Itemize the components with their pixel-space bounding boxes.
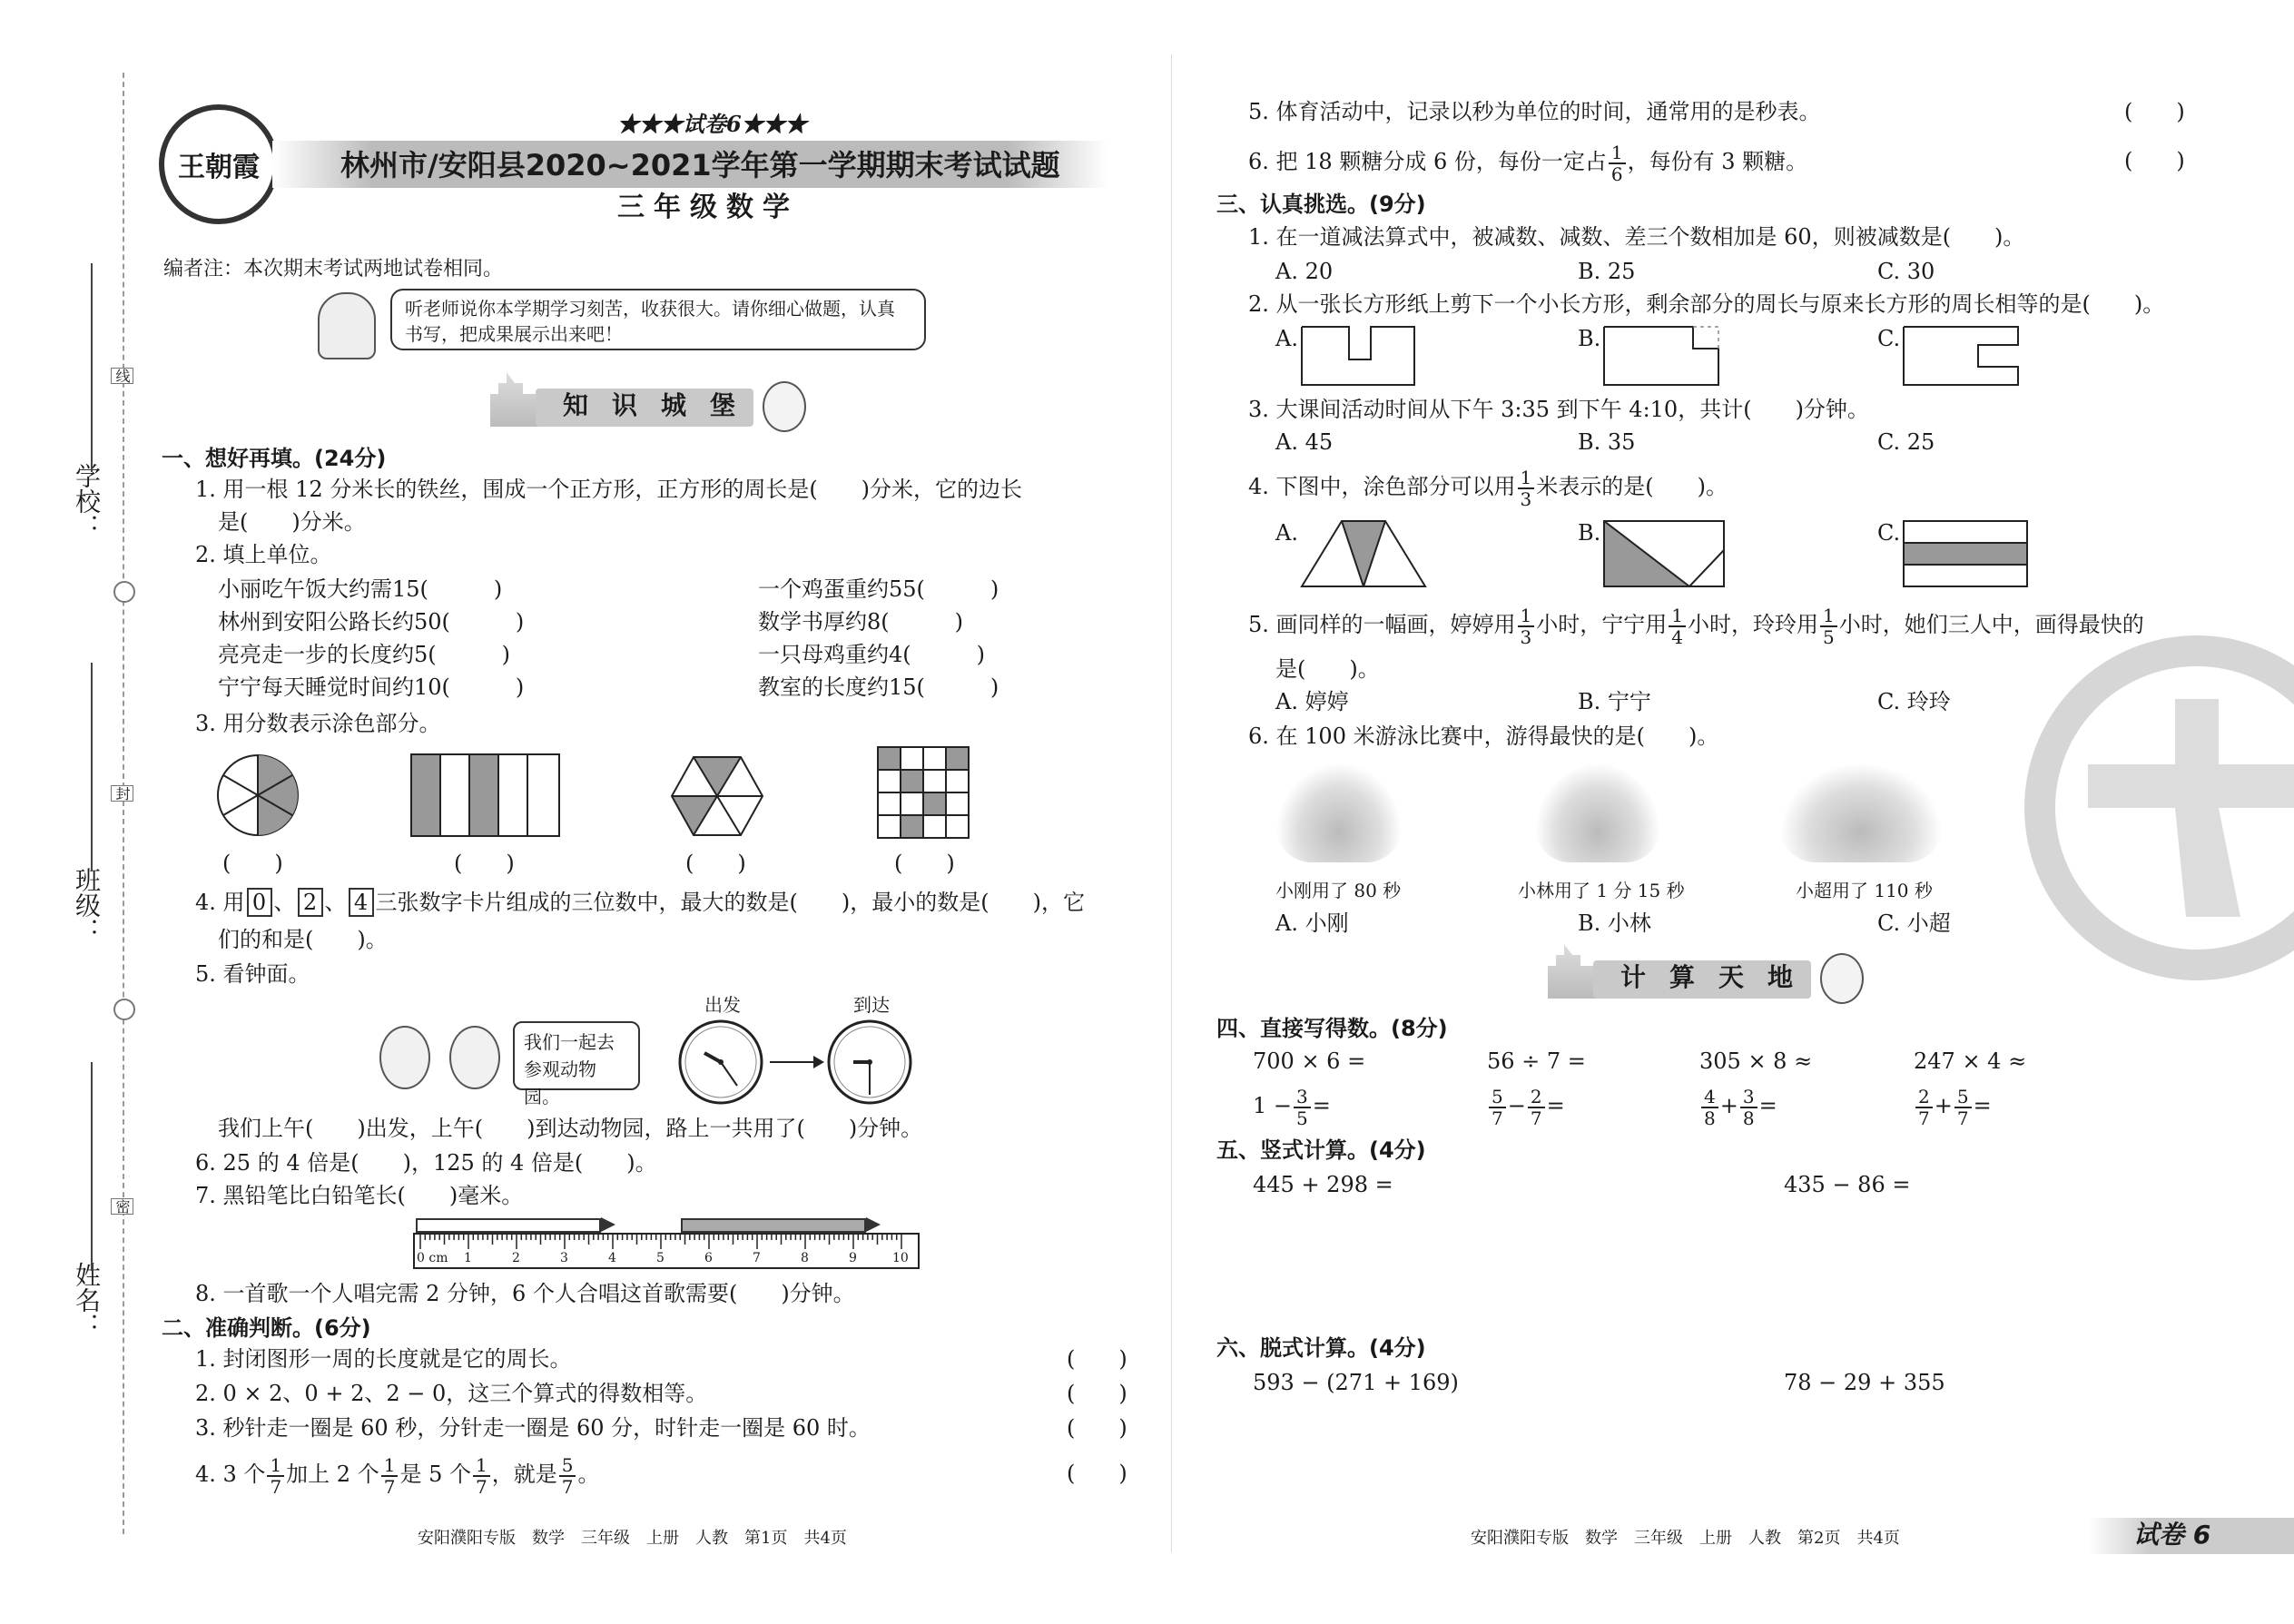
ruler-label: 3 — [560, 1251, 568, 1265]
s1-q4b: 们的和是( )。 — [218, 927, 388, 952]
s1-q6: 6. 25 的 4 倍是( )，125 的 4 倍是( )。 — [195, 1150, 657, 1176]
s4-title: 四、直接写得数。(8分) — [1216, 1016, 1448, 1041]
name-label: 姓名： — [72, 1262, 102, 1338]
s3q4-text: 米表示的是( )。 — [1536, 474, 1728, 499]
option: A. — [1275, 326, 1298, 351]
numerator: 4 — [1701, 1087, 1718, 1108]
arrow-head-icon — [813, 1056, 824, 1068]
judge-item-4: 4. 3 个 $\frac{1}{7}$ 加上 2 个 $\frac{1}{7}$ 是 5 个 $\frac{1}{7}$ ，就是 $\frac{5}{7}$ 。 — [195, 1453, 600, 1498]
fraction — [1820, 605, 1837, 647]
numerator: 1 — [1669, 605, 1686, 627]
s1-title: 一、想好再填。(24分) — [162, 446, 387, 471]
swim-caption: 小林用了 1 分 15 秒 — [1518, 880, 1685, 901]
numerator: 1 — [1518, 605, 1535, 627]
unit-item: 数学书厚约8( ) — [758, 609, 963, 635]
s1-q4: 4. 用 0 、 2 、 4 三张数字卡片组成的三位数中，最大的数是( )，最小的数是( )，它 — [195, 890, 1085, 915]
numerator: 5 — [559, 1455, 576, 1477]
fraction — [1954, 1087, 1972, 1128]
option-b-shape — [1602, 325, 1720, 387]
ruler-label: 7 — [753, 1251, 761, 1265]
denominator: 5 — [1823, 625, 1835, 648]
ruler-label: 2 — [512, 1251, 520, 1265]
s3-q3: 3. 大课间活动时间从下午 3:35 到下午 4:10，共计( )分钟。 — [1248, 397, 1869, 422]
option: A. 小刚 — [1275, 910, 1349, 936]
denominator: 8 — [1742, 1107, 1755, 1129]
swimmer-image — [1275, 763, 1403, 862]
denominator: 7 — [383, 1475, 396, 1498]
unit-item: 宁宁每天睡觉时间约10( ) — [218, 674, 525, 700]
ruler-label: 9 — [849, 1251, 857, 1265]
end-clock-icon — [826, 1019, 913, 1106]
exam-subject: 三年级数学 — [617, 192, 799, 223]
judge4-text: ，就是 — [491, 1462, 557, 1487]
shape-answer: ( ) — [894, 851, 955, 876]
unit-item: 小丽吃午饭大约需15( ) — [218, 576, 503, 602]
school-line — [91, 263, 93, 472]
option: A. 45 — [1275, 429, 1334, 455]
white-pencil — [416, 1218, 601, 1233]
girl-avatar — [379, 1026, 430, 1089]
judge-item: 2. 0 × 2、0 + 2、2 − 0，这三个算式的得数相等。 — [195, 1381, 708, 1406]
numerator: 1 — [267, 1455, 284, 1477]
s3q5-text: 小时，玲玲用 — [1688, 612, 1818, 637]
calc-item: $\frac{5}{7}$ − $\frac{2}{7}$ = — [1487, 1080, 1565, 1131]
shape-answer: ( ) — [454, 851, 515, 876]
name-line — [91, 1062, 93, 1271]
option: B. 35 — [1578, 429, 1636, 455]
s2-title: 二、准确判断。(6分) — [162, 1315, 371, 1341]
ruler-label: 4 — [608, 1251, 616, 1265]
teacher-avatar — [318, 292, 376, 359]
vertical-calc: 435 − 86 = — [1784, 1172, 1911, 1197]
calc-item: $\frac{4}{8}$ + $\frac{3}{8}$ = — [1699, 1080, 1777, 1131]
digit-card: 0 — [247, 888, 272, 917]
tf6-text: 6. 把 18 颗糖分成 6 份，每份一定占 — [1248, 149, 1607, 174]
white-pencil-tip — [601, 1217, 615, 1232]
calc-text: + — [1934, 1093, 1953, 1118]
denominator: 8 — [1704, 1107, 1716, 1129]
s1-q5: 5. 看钟面。 — [195, 961, 310, 987]
fraction — [267, 1455, 284, 1497]
stepwise-calc: 593 − (271 + 169) — [1253, 1370, 1459, 1395]
stepwise-calc: 78 − 29 + 355 — [1784, 1370, 1945, 1395]
option: B. 宁宁 — [1578, 689, 1651, 714]
s6-title: 六、脱式计算。(4分) — [1216, 1335, 1426, 1361]
s1-q7: 7. 黑铅笔比白铅笔长( )毫米。 — [195, 1183, 524, 1208]
s3-q5e: 是( )。 — [1275, 656, 1380, 682]
unit-item: 一只母鸡重约4( ) — [758, 642, 985, 667]
start-clock-icon — [677, 1019, 764, 1106]
option: C. — [1877, 520, 1901, 546]
seal-line-mark: 线 — [111, 368, 133, 384]
digit-card: 4 — [349, 888, 374, 917]
kid-avatar — [1820, 953, 1864, 1004]
numerator: 2 — [1915, 1087, 1933, 1108]
ruler-label: 5 — [656, 1251, 665, 1265]
shape-answer: ( ) — [222, 851, 283, 876]
school-label: 学校： — [72, 463, 102, 539]
clock-start-label: 出发 — [704, 994, 741, 1016]
calc-text: − — [1507, 1093, 1526, 1118]
numerator: 2 — [1528, 1087, 1545, 1108]
option-a-shape — [1300, 325, 1416, 387]
s1-q3: 3. 用分数表示涂色部分。 — [195, 711, 441, 736]
knowledge-banner-text: 知识城堡 — [563, 390, 760, 420]
s3q4-text: 4. 下图中，涂色部分可以用 — [1248, 474, 1516, 499]
s1-q2: 2. 填上单位。 — [195, 542, 332, 567]
calc-text: 1 − — [1253, 1093, 1293, 1118]
calc-item: 247 × 4 ≈ — [1914, 1048, 2027, 1074]
swim-caption: 小超用了 110 秒 — [1796, 880, 1933, 901]
calc-text: + — [1719, 1093, 1738, 1118]
denominator: 5 — [1296, 1107, 1308, 1129]
judge-paren: ( ) — [1067, 1415, 1127, 1441]
ruler-label: 8 — [801, 1251, 809, 1265]
numerator: 1 — [1518, 468, 1535, 489]
black-pencil-tip — [866, 1217, 881, 1232]
denominator: 7 — [1918, 1107, 1930, 1129]
numerator: 3 — [1294, 1087, 1311, 1108]
footer-left: 安阳濮阳专版 数学 三年级 上册 人教 第1页 共4页 — [418, 1529, 847, 1548]
seal-seal-mark: 封 — [111, 785, 133, 802]
denominator: 3 — [1520, 625, 1532, 648]
judge4-text: 4. 3 个 — [195, 1462, 266, 1487]
unit-item: 一个鸡蛋重约55( ) — [758, 576, 999, 602]
vertical-calc: 445 + 298 = — [1253, 1172, 1393, 1197]
numerator: 1 — [1820, 605, 1837, 627]
ruler-label: 1 — [464, 1251, 472, 1265]
speech-bubble — [390, 289, 926, 350]
footer-tag: 试卷 6 — [2133, 1520, 2211, 1550]
binding-hole-icon — [113, 581, 135, 603]
ruler-label: 0 cm — [417, 1251, 448, 1265]
swim-caption: 小刚用了 80 秒 — [1275, 880, 1402, 901]
fraction — [381, 1455, 399, 1497]
s3q5-text: 小时，她们三人中，画得最快的 — [1838, 612, 2144, 637]
zoo-bubble — [513, 1021, 640, 1107]
calc-item: 1 − $\frac{3}{5}$ = — [1253, 1085, 1331, 1129]
denominator: 7 — [270, 1475, 282, 1498]
s1-q4-post: 三张数字卡片组成的三位数中，最大的数是( )，最小的数是( )，它 — [375, 890, 1085, 915]
denominator: 7 — [561, 1475, 574, 1498]
numerator: 5 — [1489, 1087, 1506, 1108]
black-pencil — [681, 1218, 866, 1233]
judge-paren: ( ) — [2124, 148, 2185, 173]
calc-item: 56 ÷ 7 = — [1487, 1048, 1586, 1074]
s3-q1: 1. 在一道减法算式中，被减数、减数、差三个数相加是 60，则被减数是( )。 — [1248, 224, 2025, 250]
numerator: 1 — [381, 1455, 399, 1477]
footer-right: 安阳濮阳专版 数学 三年级 上册 人教 第2页 共4页 — [1471, 1529, 1900, 1548]
fraction-grid — [877, 746, 970, 839]
judge-paren: ( ) — [1067, 1461, 1127, 1486]
option: A. 婷婷 — [1275, 689, 1349, 714]
unit-item: 亮亮走一步的长度约5( ) — [218, 642, 510, 667]
option: C. 小超 — [1877, 910, 1951, 936]
binding-line — [123, 73, 124, 1534]
s1-q5b: 我们上午( )出发，上午( )到达动物园，路上一共用了( )分钟。 — [218, 1116, 923, 1141]
unit-item: 教室的长度约15( ) — [758, 674, 999, 700]
option: B. 25 — [1578, 259, 1636, 284]
ruler-labels — [413, 1251, 921, 1269]
s3q5-text: 5. 画同样的一幅画，婷婷用 — [1248, 612, 1516, 637]
unit-item: 林州到安阳公路长约50( ) — [218, 609, 525, 635]
fraction — [1528, 1087, 1545, 1128]
fraction — [1740, 1087, 1757, 1128]
judge-item: 3. 秒针走一圈是 60 秒，分针走一圈是 60 分，时针走一圈是 60 时。 — [195, 1415, 871, 1441]
class-line — [91, 663, 93, 871]
denominator: 7 — [1956, 1107, 1969, 1129]
fraction — [1489, 1087, 1506, 1128]
s3-q6: 6. 在 100 米游泳比赛中，游得最快的是( )。 — [1248, 723, 1719, 749]
judge4-text: 加上 2 个 — [286, 1462, 379, 1487]
fraction — [473, 1455, 490, 1497]
judge-paren: ( ) — [1067, 1346, 1127, 1372]
option: C. 25 — [1877, 429, 1935, 455]
option: A. — [1275, 520, 1298, 546]
s3q5-text: 小时，宁宁用 — [1536, 612, 1668, 637]
boy-avatar — [449, 1026, 500, 1089]
editor-note: 编者注：本次期末考试两地试卷相同。 — [163, 258, 504, 281]
numerator: 1 — [1609, 143, 1626, 164]
denominator: 4 — [1671, 625, 1683, 648]
fraction — [1294, 1087, 1311, 1128]
option: B. 小林 — [1578, 910, 1651, 936]
option-c-shape — [1902, 325, 2020, 387]
s3-q4 — [1248, 461, 1728, 512]
option: C. — [1877, 326, 1901, 351]
s1-q4-pre: 4. 用 — [195, 890, 245, 915]
swimmer-image — [1534, 763, 1661, 862]
numerator: 5 — [1954, 1087, 1972, 1108]
fraction-hexagon — [670, 755, 764, 837]
numerator: 3 — [1740, 1087, 1757, 1108]
calc-item: 700 × 6 = — [1253, 1048, 1366, 1074]
option-c-stripes — [1902, 519, 2029, 588]
arrow-icon — [770, 1061, 815, 1063]
fraction — [1701, 1087, 1718, 1128]
fraction-circle — [216, 753, 300, 837]
judge-paren: ( ) — [2124, 99, 2185, 124]
fraction — [1518, 468, 1535, 509]
option: B. — [1578, 326, 1601, 351]
logo-text: 王朝霞 — [178, 152, 260, 183]
binding-hole-icon — [113, 999, 135, 1020]
speech-text: 听老师说你本学期学习刻苦，收获很大。请你细心做题，认真书写，把成果展示出来吧！ — [405, 298, 895, 345]
fraction — [1518, 605, 1535, 647]
calc-item: $\frac{2}{7}$ + $\frac{5}{7}$ = — [1914, 1080, 1992, 1131]
option-b-rect — [1602, 519, 1726, 588]
fraction — [1669, 605, 1686, 647]
brand-logo — [159, 104, 279, 224]
s3-q5 — [1248, 599, 2144, 650]
paper-tag: ★★★试卷6★★★ — [617, 111, 807, 137]
denominator: 3 — [1520, 487, 1532, 510]
s5-title: 五、竖式计算。(4分) — [1216, 1137, 1426, 1163]
tf-item-6 — [1248, 136, 1807, 187]
judge-paren: ( ) — [1067, 1381, 1127, 1406]
s1-q1b: 是( )分米。 — [218, 509, 366, 535]
option: C. 30 — [1877, 259, 1935, 284]
kid-avatar — [763, 381, 806, 432]
fraction — [559, 1455, 576, 1497]
digit-card: 2 — [298, 888, 323, 917]
numerator: 1 — [473, 1455, 490, 1477]
calc-item: 305 × 8 ≈ — [1699, 1048, 1813, 1074]
page-divider — [1171, 54, 1172, 1552]
seal-secret-mark: 密 — [111, 1198, 133, 1215]
ruler-label: 10 — [892, 1251, 909, 1265]
s1-q8: 8. 一首歌一个人唱完需 2 分钟，6 个人合唱这首歌需要( )分钟。 — [195, 1281, 855, 1306]
ruler-label: 6 — [704, 1251, 713, 1265]
s3-title: 三、认真挑选。(9分) — [1216, 192, 1426, 217]
shape-answer: ( ) — [685, 851, 746, 876]
fraction — [1609, 143, 1626, 184]
calc-banner-text: 计算天地 — [1620, 962, 1817, 992]
denominator: 7 — [1492, 1107, 1503, 1129]
s3-q2: 2. 从一张长方形纸上剪下一个小长方形，剩余部分的周长与原来长方形的周长相等的是( )。 — [1248, 291, 2165, 317]
denominator: 6 — [1610, 162, 1623, 185]
option: A. 20 — [1275, 259, 1334, 284]
option: B. — [1578, 520, 1601, 546]
tf6-text: ，每份有 3 颗糖。 — [1627, 149, 1808, 174]
zoo-bubble-text: 我们一起去参观动物园。 — [524, 1031, 615, 1107]
s1-q1a: 1. 用一根 12 分米长的铁丝，围成一个正方形，正方形的周长是( )分米，它的边长 — [195, 477, 1023, 502]
tf-item-5: 5. 体育活动中，记录以秒为单位的时间，通常用的是秒表。 — [1248, 99, 1821, 124]
clock-end-label: 到达 — [853, 994, 890, 1016]
denominator: 7 — [1530, 1107, 1542, 1129]
class-label: 班级： — [72, 867, 102, 943]
option: C. 玲玲 — [1877, 689, 1951, 714]
judge4-text: 是 5 个 — [399, 1462, 471, 1487]
fraction — [1915, 1087, 1933, 1128]
swimmer-image — [1779, 763, 1943, 862]
exam-title: 林州市/安阳县2020~2021学年第一学期期末考试试题 — [340, 148, 1060, 182]
option-a-trapezoid — [1300, 519, 1427, 588]
judge-item: 1. 封闭图形一周的长度就是它的周长。 — [195, 1346, 572, 1372]
denominator: 7 — [475, 1475, 487, 1498]
fraction-bars — [410, 753, 560, 837]
